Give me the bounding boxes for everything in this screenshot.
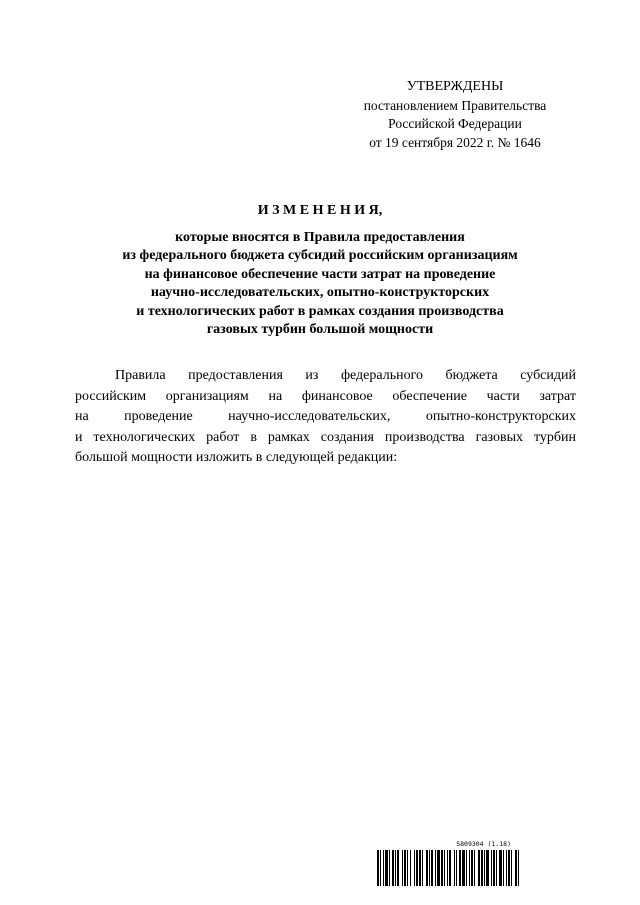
barcode-bar (466, 850, 467, 886)
body-line: российским организациям на финансовое обеспечение части затрат (75, 388, 576, 404)
barcode-bar (416, 850, 418, 886)
body-line: Правила предоставления из федерального бюджета субсидий (115, 368, 576, 383)
barcode-bar (481, 850, 483, 886)
approval-line-2: Российской Федерации (388, 116, 522, 131)
document-subtitle-line: научно-исследовательских, опытно-конструкторских (150, 285, 490, 300)
barcode-bar (426, 850, 428, 886)
barcode-block (377, 840, 585, 886)
approval-line-1: постановлением Правительства (363, 97, 547, 113)
approval-stamp (330, 78, 580, 152)
barcode-bar (419, 850, 421, 886)
barcode-bar (474, 850, 475, 886)
barcode-bar (407, 850, 408, 886)
barcode-bar (414, 850, 415, 886)
barcode-bar (471, 850, 473, 886)
barcode-bar (397, 850, 399, 886)
body-line: и технологических работ в рамках создания производства газовых турбин (75, 429, 576, 445)
barcode-bar (462, 850, 465, 886)
barcode-bar (515, 850, 517, 886)
barcode-bar (383, 850, 384, 886)
barcode-bar (518, 850, 519, 886)
barcode-bar (484, 850, 485, 886)
barcode-bar (491, 850, 492, 886)
barcode-bar (404, 850, 406, 886)
barcode-bar (429, 850, 430, 886)
barcode-bar (447, 850, 448, 886)
barcode-bar (459, 850, 461, 886)
barcode-bar (478, 850, 480, 886)
body-paragraph (75, 366, 576, 469)
barcode-bar (422, 850, 423, 886)
document-heading (60, 202, 580, 340)
document-title: И З М Е Н Е Н И Я, (257, 203, 383, 218)
document-subtitle-line: из федерального бюджета субсидий российским организациям (122, 248, 518, 263)
barcode-bar (449, 850, 451, 886)
barcode-bar (511, 850, 512, 886)
barcode-bar (503, 850, 504, 886)
barcode-label: 5809304 (1.18) (456, 840, 511, 848)
barcode-bar (508, 850, 510, 886)
barcode-bar (441, 850, 443, 886)
barcode-bar (385, 850, 388, 886)
barcode-bar (410, 850, 411, 886)
barcode-bar (444, 850, 445, 886)
barcode-bar (493, 850, 495, 886)
barcode-bar (454, 850, 455, 886)
barcode-bar (456, 850, 457, 886)
document-subtitle-line: которые вносятся в Правила предоставления (175, 229, 465, 245)
barcode-bar (392, 850, 394, 886)
document-subtitle-line: газовых турбин большой мощности (206, 322, 434, 337)
barcode-image (377, 850, 585, 886)
body-line: на проведение научно-исследовательских, опытно-конструкторских (75, 409, 576, 424)
barcode-bar (437, 850, 440, 886)
barcode-bar (435, 850, 436, 886)
barcode-bar (402, 850, 403, 886)
approval-line-3: от 19 сентября 2022 г. № 1646 (369, 134, 541, 150)
barcode-bar (380, 850, 381, 886)
barcode-bar (389, 850, 390, 886)
barcode-bar (395, 850, 396, 886)
approval-title: УТВЕРЖДЕНЫ (406, 79, 504, 94)
barcode-bar (496, 850, 497, 886)
barcode-bar (486, 850, 489, 886)
body-line: большой мощности изложить в следующей редакции: (75, 450, 398, 465)
barcode-bar (499, 850, 502, 886)
barcode-bar (431, 850, 433, 886)
document-subtitle-line: на финансовое обеспечение части затрат на проведение (144, 266, 496, 282)
document-subtitle-line: и технологических работ в рамках создания производства (136, 303, 504, 319)
barcode-bar (377, 850, 379, 886)
barcode-bar (469, 850, 470, 886)
barcode-bar (506, 850, 507, 886)
